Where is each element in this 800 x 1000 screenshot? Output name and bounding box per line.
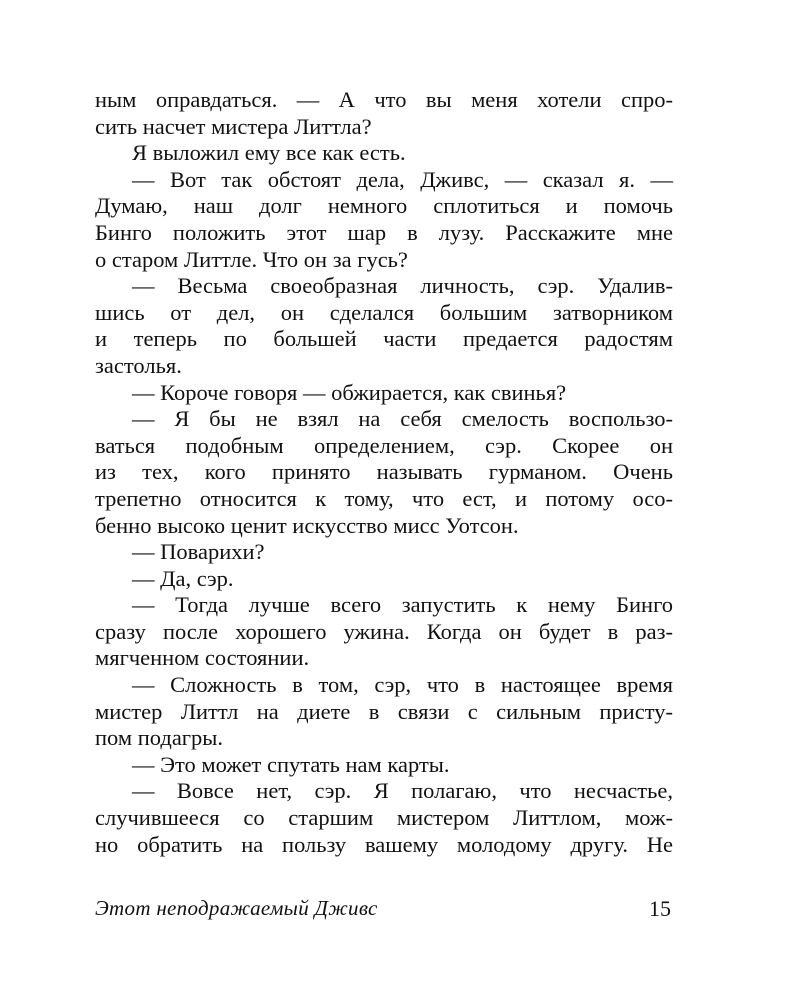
text-line: Бинго положить этот шар в лузу. Расскажите мне (95, 219, 673, 245)
text-line: о старом Литтле. Что он за гусь? (95, 246, 408, 272)
text-line: Думаю, наш долг немного сплотиться и помочь (95, 193, 673, 219)
text-line: и теперь по большей части предается радостям (95, 326, 673, 352)
text-line: трепетно относится к тому, что ест, и потому осо- (95, 485, 673, 511)
text-line: сразу после хорошего ужина. Когда он будет в раз- (95, 618, 673, 644)
text-line: из тех, кого принято называть гурманом. Очень (95, 459, 673, 485)
text-line: мягченном состоянии. (95, 645, 310, 671)
page-number: 15 (649, 896, 671, 921)
text-line: — Вот так обстоят дела, Дживс, — сказал я. — (132, 166, 673, 192)
text-line: — Это может спутать нам карты. (132, 751, 450, 777)
text-line: — Весьма своеобразная личность, сэр. Удалив- (132, 273, 673, 299)
page-footer (95, 896, 673, 926)
text-line: — Короче говоря — обжирается, как свинья? (132, 379, 567, 405)
text-line: бенно высоко ценит искусство мисс Уотсон. (95, 512, 519, 538)
text-line: — Поварихи? (132, 539, 265, 565)
text-line: сить насчет мистера Литтла? (95, 113, 372, 139)
text-line: шись от дел, он сделался большим затворником (95, 299, 673, 325)
text-line: застолья. (95, 352, 182, 378)
text-line: случившееся со старшим мистером Литтлом, мож- (95, 805, 673, 831)
text-line: — Сложность в том, сэр, что в настоящее время (132, 672, 673, 698)
text-line: — Я бы не взял на себя смелость воспользо- (132, 406, 673, 432)
text-line: — Да, сэр. (132, 565, 234, 591)
text-line: но обратить на пользу вашему молодому другу. Не (95, 831, 673, 857)
body-text (95, 87, 673, 858)
text-line: пом подагры. (95, 725, 224, 751)
text-line: ным оправдаться. — А что вы меня хотели спро- (95, 87, 673, 112)
text-line: Я выложил ему все как есть. (132, 140, 406, 166)
running-title: Этот неподражаемый Дживс (95, 896, 378, 920)
text-line: ваться подобным определением, сэр. Скорее он (95, 432, 673, 458)
text-line: — Вовсе нет, сэр. Я полагаю, что несчастье, (132, 778, 673, 804)
text-line: — Тогда лучше всего запустить к нему Бинго (132, 592, 673, 618)
text-line: мистер Литтл на диете в связи с сильным присту- (95, 698, 673, 724)
